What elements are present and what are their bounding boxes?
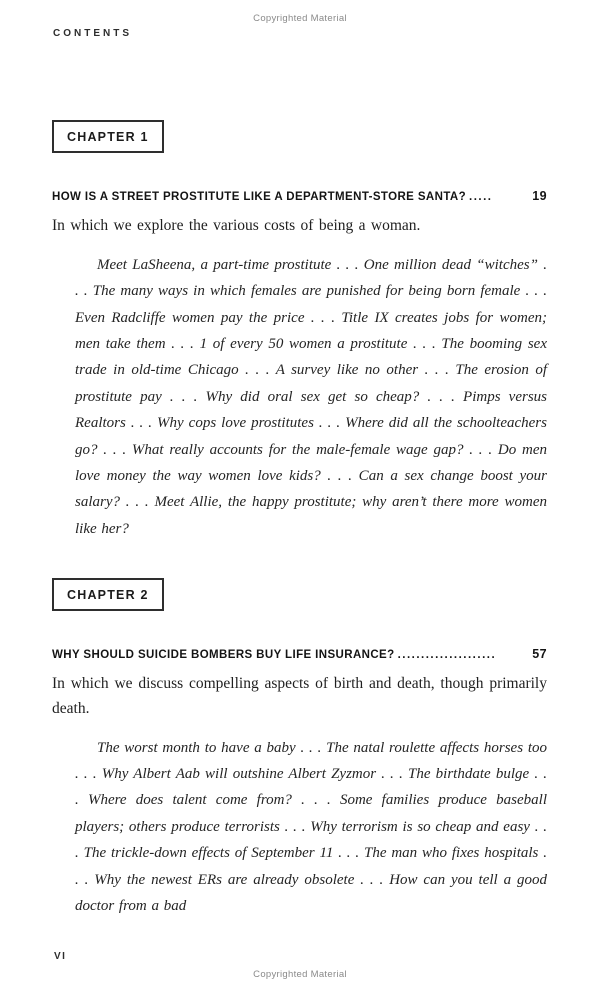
chapter-2-page-number: 57: [532, 647, 547, 662]
chapter-1-box-label: CHAPTER 1: [67, 130, 149, 144]
chapter-1-box: [52, 120, 164, 153]
chapter-2-section: [52, 578, 547, 919]
chapter-1-dot-leader: .....: [469, 191, 493, 203]
chapter-1-subtitle: In which we explore the various costs of being a woman.: [52, 217, 421, 234]
chapter-1-section: [52, 120, 547, 542]
chapter-1-title: HOW IS A STREET PROSTITUTE LIKE A DEPARTMENT-STORE SANTA?: [52, 191, 467, 203]
chapter-2-summary: The worst month to have a baby . . . The natal roulette affects horses too . . . Why Albert Aab will outshine Albert Zyzmor . . . The birthdate bulge . . . Where does talent come from? . . . Some families produce baseball players; others produce terrorists . . . Why terrorism is so cheap and easy . . . The trickle-down effects of September 11 . . . The man who fixes hospitals . . . Why the newest ERs are already obsolete . . . How can you tell a good doctor from a bad: [75, 739, 547, 915]
page-number-folio: VI: [54, 951, 67, 962]
toc-content-column: [52, 120, 547, 919]
chapter-2-title: WHY SHOULD SUICIDE BOMBERS BUY LIFE INSURANCE?: [52, 649, 395, 662]
copyright-notice-top: Copyrighted Material: [253, 13, 347, 24]
chapter-2-box: [52, 578, 164, 611]
chapter-2-subtitle: In which we discuss compelling aspects of birth and death, though primarily death.: [52, 675, 547, 717]
chapter-2-box-label: CHAPTER 2: [67, 588, 149, 603]
chapter-1-summary: Meet LaSheena, a part-time prostitute . . . One million dead “witches” . . . The many ways in which females are punished for being born female . . . Even Radcliffe women pay the price . . . Title IX creates jobs for women; men take them . . . 1 of every 50 women a prostitute . . . The booming sex trade in old-time Chicago . . . A survey like no other . . . The erosion of prostitute pay . . . Why did oral sex get so cheap? . . . Pimps versus Realtors . . . Why cops love prostitutes . . . Where did all the schoolteachers go? . . . What really accounts for the male-female wage gap? . . . Do men love money the way women love kids? . . . Can a sex change boost your salary? . . . Meet Allie, the happy prostitute; why aren’t there more women like her?: [75, 256, 547, 537]
contents-heading: CONTENTS: [53, 28, 132, 39]
chapter-1-page-number: 19: [532, 189, 547, 203]
chapter-2-dot-leader: .....................: [397, 649, 497, 662]
chapter-2-title-line: [52, 647, 547, 661]
copyright-notice-bottom: Copyrighted Material: [253, 969, 347, 980]
chapter-1-title-line: [52, 189, 547, 203]
